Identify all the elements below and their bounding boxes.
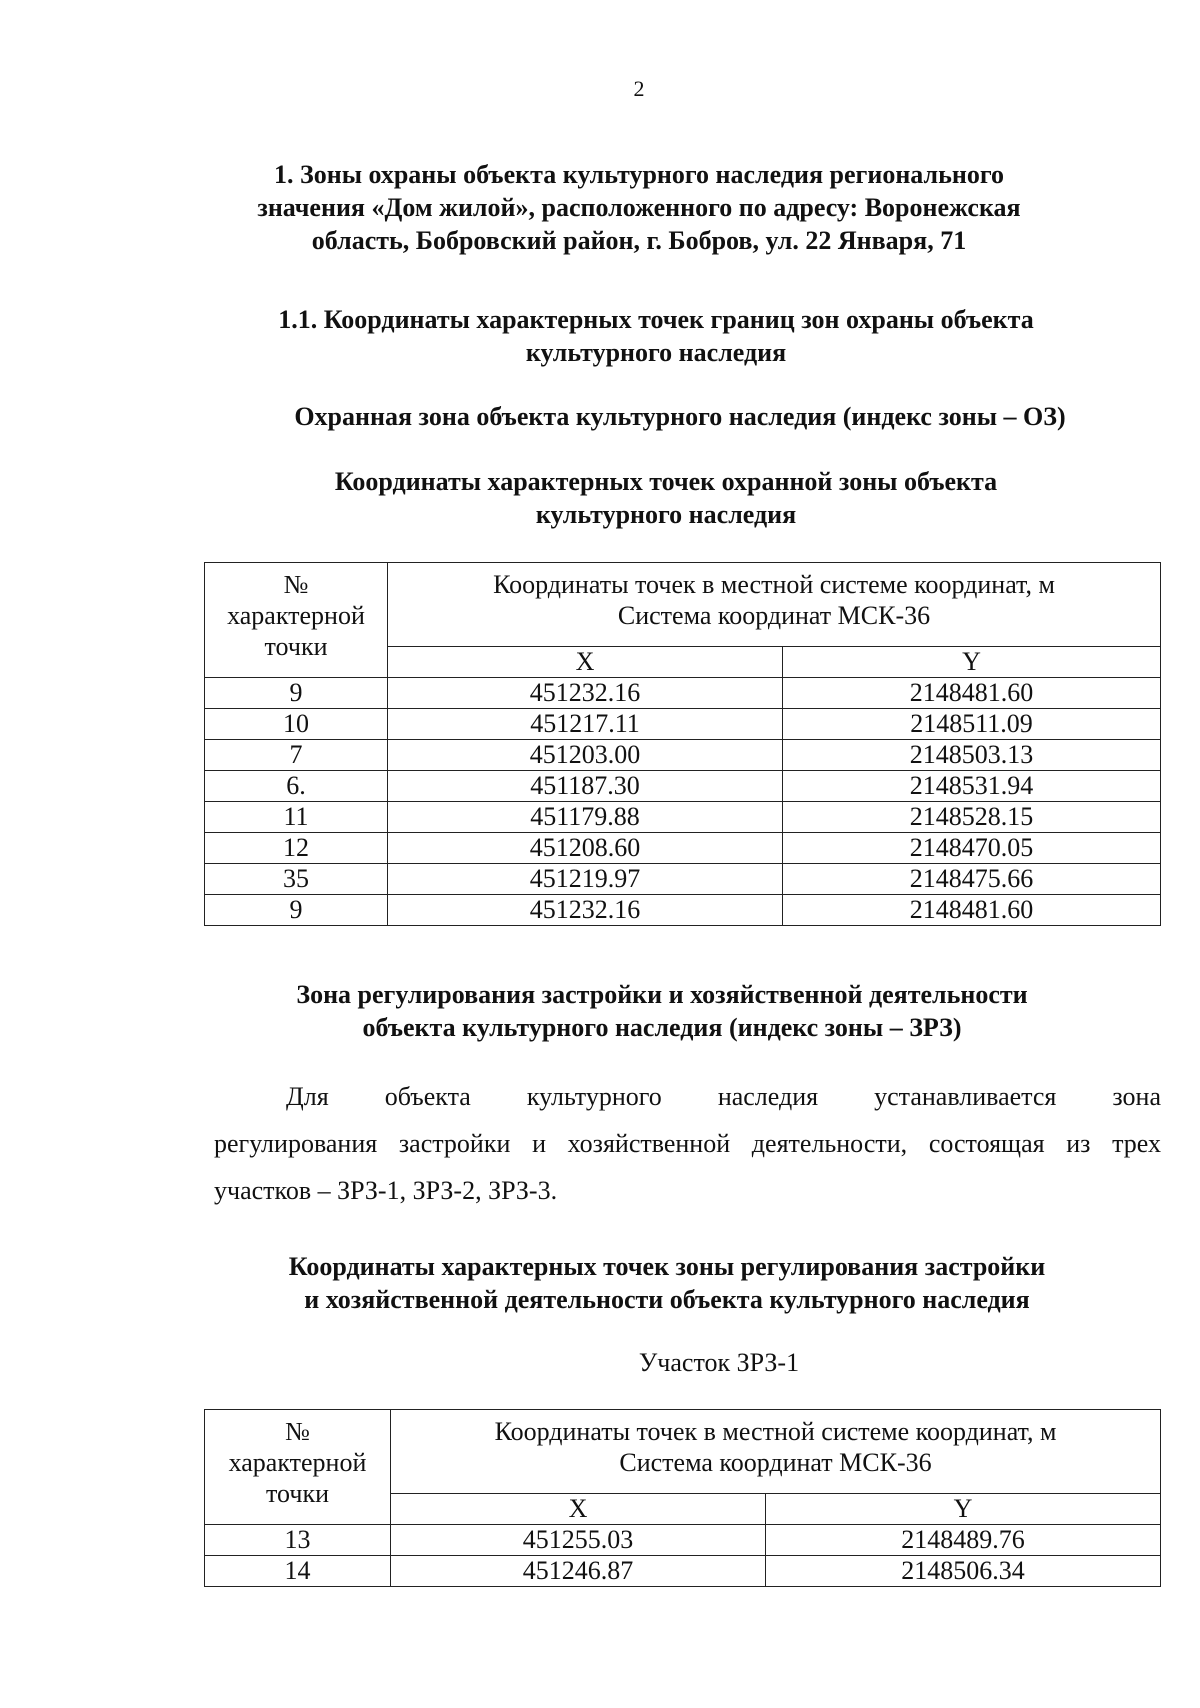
- y-cell: 2148511.09: [783, 709, 1161, 740]
- protection-zone-title: [0, 400, 1200, 433]
- protection-zone-table: [204, 562, 1161, 926]
- y-cell: 2148481.60: [783, 678, 1161, 709]
- header-line: №: [285, 1417, 310, 1446]
- table-row: [205, 864, 1161, 895]
- table-row: [205, 1556, 1161, 1587]
- y-cell: 2148470.05: [783, 833, 1161, 864]
- point-cell: 35: [205, 864, 388, 895]
- title-line: 1.1. Координаты характерных точек границ зон охраны объекта: [278, 305, 1034, 334]
- protection-zone-title-text: Охранная зона объекта культурного наследия (индекс зоны – ОЗ): [294, 402, 1066, 431]
- point-cell: 13: [205, 1525, 391, 1556]
- y-cell: 2148506.34: [766, 1556, 1161, 1587]
- point-cell: 14: [205, 1556, 391, 1587]
- x-cell: 451219.97: [388, 864, 783, 895]
- y-cell: 2148475.66: [783, 864, 1161, 895]
- coordinates-header: [391, 1410, 1161, 1494]
- title-line: культурного наследия: [525, 338, 787, 367]
- table-row: [205, 709, 1161, 740]
- table-row: [205, 895, 1161, 926]
- protection-zone-table-title: [0, 465, 1200, 531]
- title-line: объекта культурного наследия (индекс зоны – ЗРЗ): [362, 1013, 962, 1042]
- point-cell: 9: [205, 895, 388, 926]
- section-1-title: [0, 158, 1200, 257]
- x-cell: 451217.11: [388, 709, 783, 740]
- title-line: 1. Зоны охраны объекта культурного наследия регионального: [273, 160, 1005, 189]
- title-line: культурного наследия: [535, 500, 797, 529]
- point-number-header: [205, 563, 388, 678]
- y-header: Y: [783, 647, 1161, 678]
- regulation-zone-table-title: [0, 1250, 1200, 1316]
- point-cell: 11: [205, 802, 388, 833]
- page-number: 2: [633, 76, 645, 101]
- y-cell: 2148528.15: [783, 802, 1161, 833]
- section-caption: Участок ЗРЗ-1: [638, 1348, 800, 1377]
- table-header-row: [205, 1410, 1161, 1494]
- header-line: точки: [264, 632, 328, 661]
- header-line: точки: [266, 1479, 329, 1508]
- header-line: Координаты точек в местной системе координат, м: [493, 570, 1055, 599]
- x-cell: 451232.16: [388, 678, 783, 709]
- paragraph-line: участков – ЗРЗ-1, ЗРЗ-2, ЗРЗ-3.: [214, 1176, 558, 1205]
- title-line: Зона регулирования застройки и хозяйственной деятельности: [296, 980, 1028, 1009]
- header-line: Координаты точек в местной системе координат, м: [494, 1417, 1057, 1446]
- table-row: [205, 833, 1161, 864]
- x-cell: 451208.60: [388, 833, 783, 864]
- paragraph-line: Для объекта культурного наследия устанавливается зона: [286, 1082, 1161, 1111]
- x-header: X: [391, 1494, 766, 1525]
- title-line: Координаты характерных точек охранной зоны объекта: [334, 467, 998, 496]
- table-row: [205, 678, 1161, 709]
- header-line: Система координат МСК-36: [619, 1448, 932, 1477]
- regulation-zone-table: [204, 1409, 1161, 1587]
- y-cell: 2148489.76: [766, 1525, 1161, 1556]
- x-header: X: [388, 647, 783, 678]
- y-cell: 2148503.13: [783, 740, 1161, 771]
- y-cell: 2148531.94: [783, 771, 1161, 802]
- x-cell: 451179.88: [388, 802, 783, 833]
- table-row: [205, 1525, 1161, 1556]
- title-line: значения «Дом жилой», расположенного по адресу: Воронежская: [257, 193, 1021, 222]
- title-line: Координаты характерных точек зоны регулирования застройки: [288, 1252, 1046, 1281]
- x-cell: 451187.30: [388, 771, 783, 802]
- header-line: №: [283, 570, 309, 599]
- regulation-zone-paragraph: [214, 1073, 1161, 1214]
- header-line: характерной: [227, 601, 365, 630]
- table-row: [205, 802, 1161, 833]
- x-cell: 451232.16: [388, 895, 783, 926]
- point-cell: 10: [205, 709, 388, 740]
- point-cell: 6.: [205, 771, 388, 802]
- header-line: Система координат МСК-36: [617, 601, 931, 630]
- paragraph-line: регулирования застройки и хозяйственной деятельности, состоящая из трех: [214, 1129, 1161, 1158]
- y-cell: 2148481.60: [783, 895, 1161, 926]
- point-cell: 7: [205, 740, 388, 771]
- table-header-row: [205, 563, 1161, 647]
- header-line: характерной: [228, 1448, 367, 1477]
- table-row: [205, 740, 1161, 771]
- section-1-1-title: [0, 303, 1200, 369]
- point-cell: 9: [205, 678, 388, 709]
- regulation-zone-title: [0, 978, 1200, 1044]
- point-number-header: [205, 1410, 391, 1525]
- point-cell: 12: [205, 833, 388, 864]
- coordinates-header: [388, 563, 1161, 647]
- table-row: [205, 771, 1161, 802]
- y-header: Y: [766, 1494, 1161, 1525]
- x-cell: 451246.87: [391, 1556, 766, 1587]
- x-cell: 451203.00: [388, 740, 783, 771]
- title-line: область, Бобровский район, г. Бобров, ул. 22 Января, 71: [311, 226, 967, 255]
- x-cell: 451255.03: [391, 1525, 766, 1556]
- title-line: и хозяйственной деятельности объекта культурного наследия: [304, 1285, 1030, 1314]
